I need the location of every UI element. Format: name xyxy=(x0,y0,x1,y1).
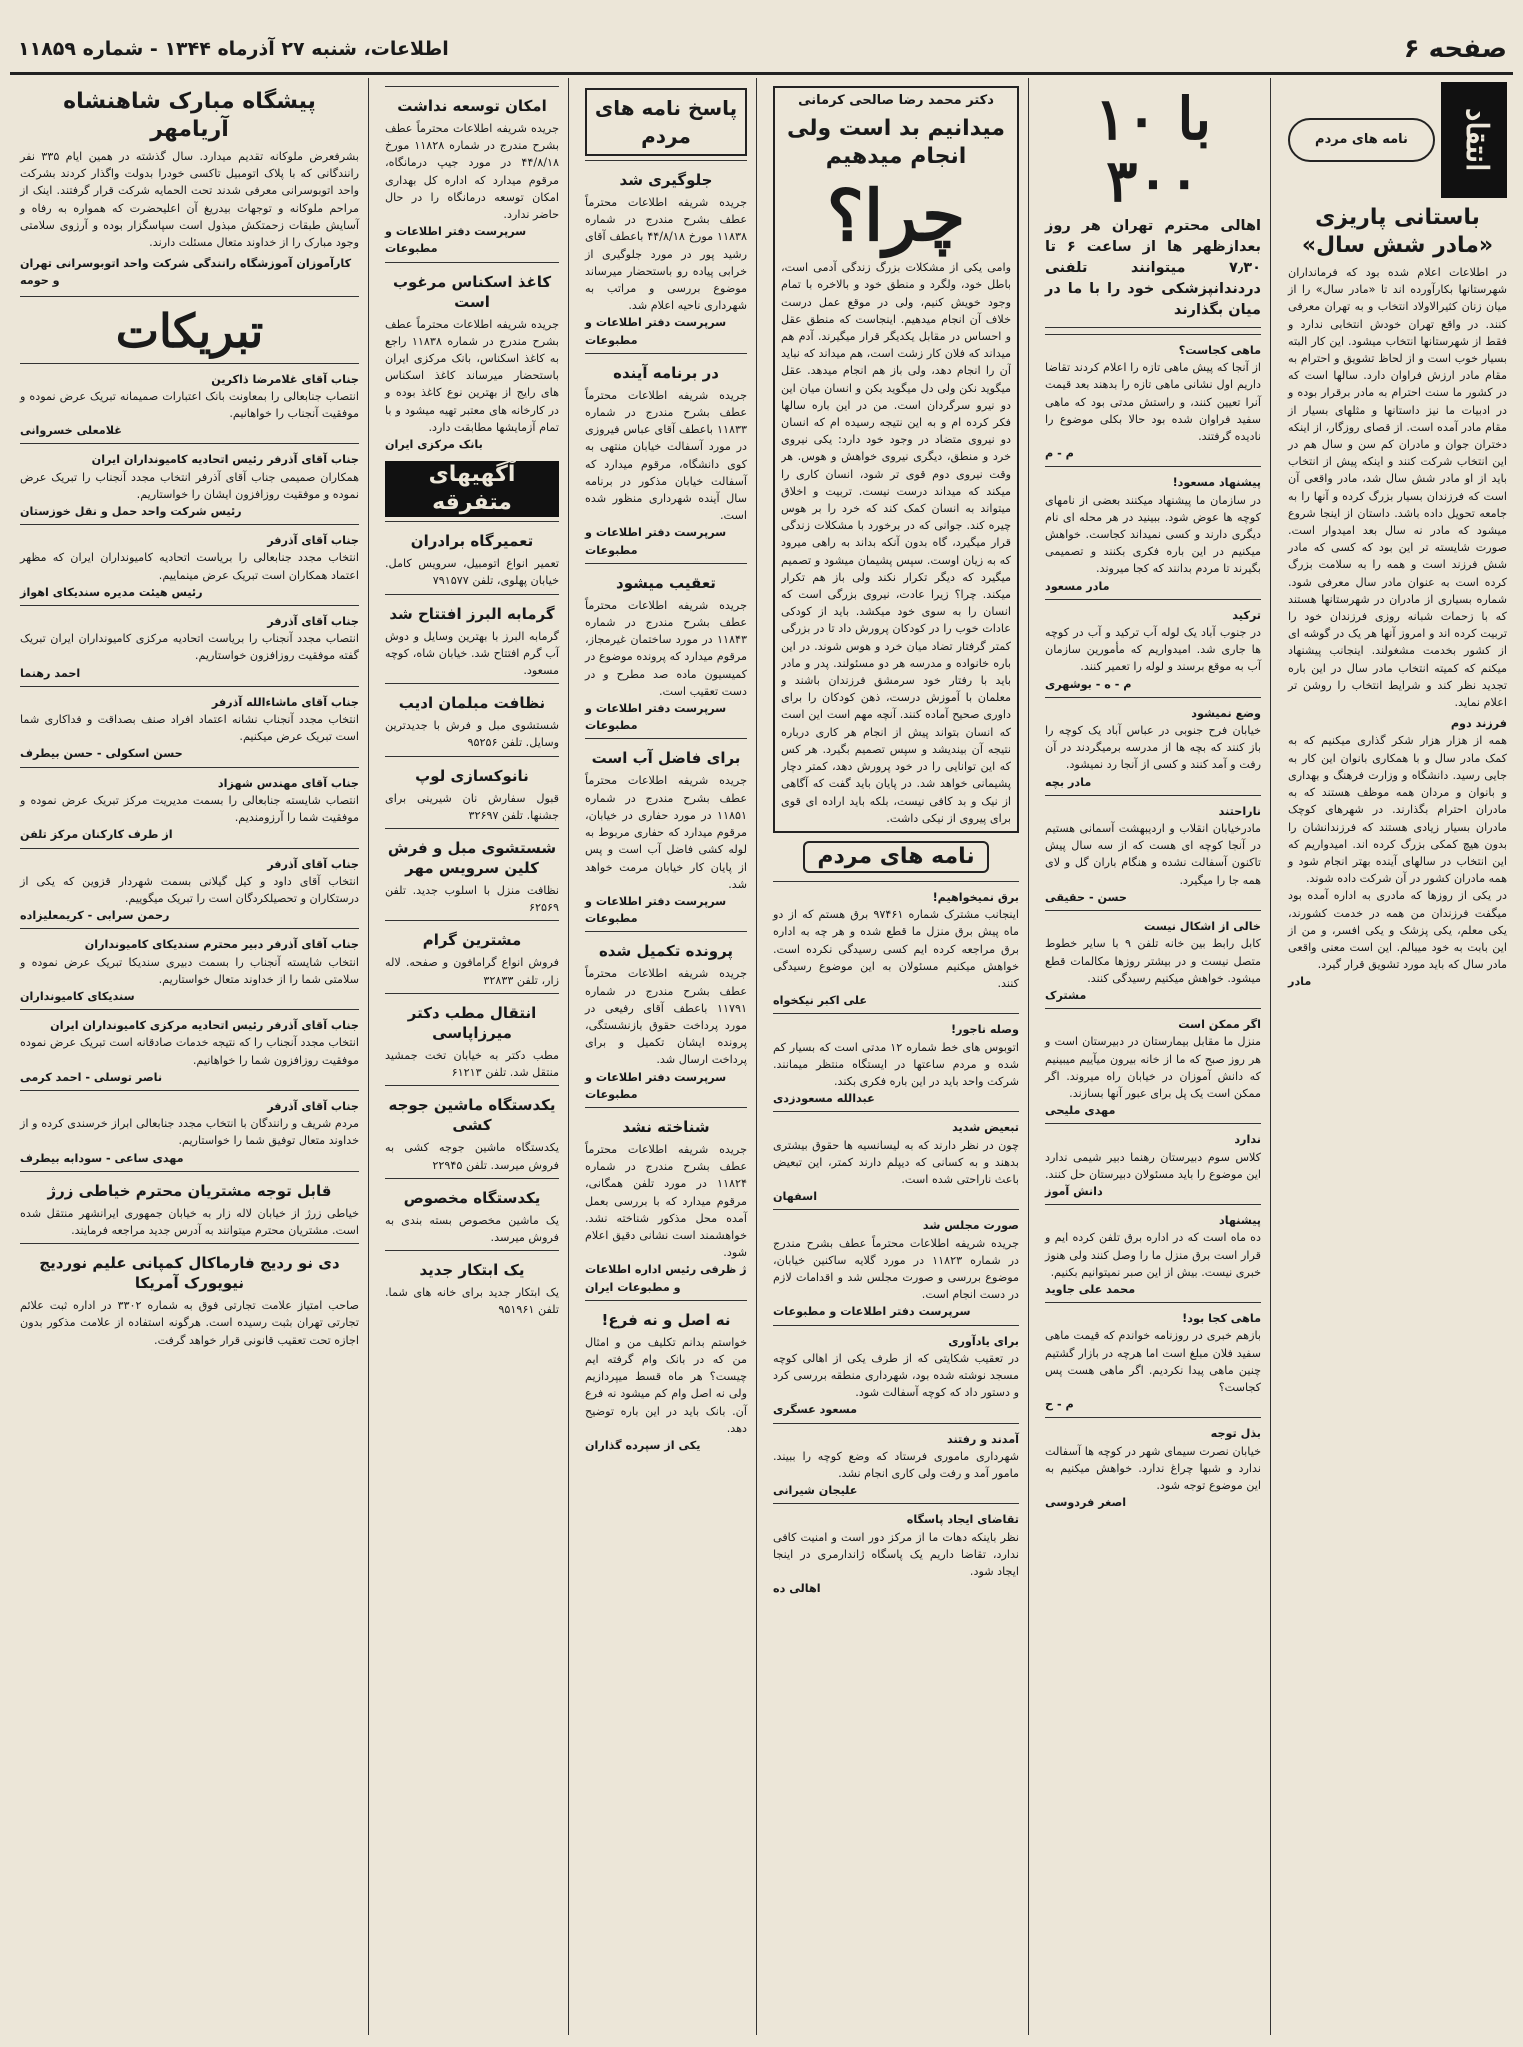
item-title: بذل توجه xyxy=(1210,1427,1261,1441)
congratulation-item xyxy=(20,928,359,1005)
item-text: مطب دکتر به خیابان تخت جمشید منتقل شد. تلفن ۶۱۲۱۳ xyxy=(385,1048,559,1080)
item-text: یکدستگاه ماشین جوجه کشی به فروش میرسد. تلفن ۲۲۹۴۵ xyxy=(385,1141,559,1172)
complaint-item xyxy=(1045,795,1261,906)
item-text: جریده شریفه اطلاعات محترماً عطف بشرح مندرج در شماره ۱۱۸۳۳ باعطف آقای عباس فیروزی در مورد آسفالت خیابان منتهی به کوی دانشگاه، مرقوم میدارد که آسفالت خیابان مذکور در برنامه سال آینده شهرداری منظور شده است. xyxy=(585,388,747,523)
classified-ad xyxy=(385,756,559,824)
item-signature: ناصر توسلی - احمد کرمی xyxy=(20,1070,163,1084)
item-signature: سرپرست دفتر اطلاعات و مطبوعات xyxy=(585,1070,727,1101)
reply-item xyxy=(385,86,559,258)
item-title: صورت مجلس شد xyxy=(922,1219,1019,1233)
item-signature: م - ح xyxy=(1045,1398,1074,1412)
item-signature: از طرف کارکنان مرکز تلفن xyxy=(20,828,173,842)
item-signature: م - ه - بوشهری xyxy=(1045,677,1132,691)
item-title: جناب آقای آذرفر رئیس اتحادیه کامیونداران ایران xyxy=(91,453,359,467)
page-number: صفحه ۶ xyxy=(1403,34,1507,64)
item-text: انتصاب شایسته جنابعالی را بسمت مدیریت مرکز تبریک عرض نموده و موفقیت شما را آرزومندیم. xyxy=(20,793,359,825)
item-signature: بانک مرکزی ایران xyxy=(385,438,483,452)
item-signature: مشترک xyxy=(1045,988,1087,1002)
complaint-item xyxy=(1045,1417,1261,1511)
item-text: جریده شریفه اطلاعات محترماً عطف بشرح مندرج در شماره ۱۱۸۴۳ در مورد ساختمان غیرمجاز، مرقوم میدارد که پرونده موضوع در کمیسیون ماده صد مطرح و در دست تعقیب است. xyxy=(585,598,747,698)
issue-info: اطلاعات، شنبه ۲۷ آذرماه ۱۳۴۴ - شماره ۱۱۸۵۹ xyxy=(18,38,449,60)
reply-item xyxy=(585,563,747,735)
article-headline: میدانیم بد است ولی انجام میدهیم xyxy=(787,116,1005,170)
item-title: برق نمیخواهیم! xyxy=(932,890,1019,904)
item-title: جناب آقای آذرفر xyxy=(267,1099,359,1113)
item-signature: اهالی ده xyxy=(773,1582,821,1596)
complaint-item xyxy=(1045,1204,1261,1298)
item-title: ماهی کجاست؟ xyxy=(1178,344,1261,357)
item-text: انتخاب آقای داود و کیل گیلانی بسمت شهردار قزوین که یکی از درستکاران و تحصیلکردگان است را تبریک میگوییم. xyxy=(20,874,359,905)
letter-item xyxy=(773,1325,1019,1419)
item-text: یک ابتکار جدید برای خانه های شما. تلفن ۹۵۱۹۶۱ xyxy=(385,1286,559,1317)
phone-subhead: اهالی محترم تهران هر روز بعدازظهر ها از ساعت ۶ تا ۷٫۳۰ میتوانند تلفنی دردندانپزشکی خود را با ما در میان بگذارند xyxy=(1045,218,1261,318)
item-signature: سرپرست دفتر اطلاعات و مطبوعات xyxy=(585,894,727,926)
letter-item xyxy=(773,881,1019,1009)
congratulation-item xyxy=(20,524,359,601)
classified-list xyxy=(385,521,559,1318)
classified-ad xyxy=(385,1250,559,1318)
article-body: وامی یکی از مشکلات بزرگ زندگی آدمی است، باطل خود، ولگرد و منطق خود و بالاخره با تمام وجود خویش کنیم، ولی در موقع عمل درست خلاف آن انجام میدهیم. اینجاست که منطق عقل و احساس در مقابل یکدیگر قرار میگیرند. آدم هم میداند که فلان کار زشت است، هم میداند که نباید آن را انجام دهد، ولی باز هم انجام میدهد. عقل میگوید نکن ولی دل میگوید بکن و انسان میان این دو نیرو سرگردان است. من در این باره سالها فکر کرده ام و به این نتیجه رسیده ام که انسان دو نیروی متضاد در وجود خود دارد: یکی نیروی خرد و منطق، دیگری نیروی خواهش و هوس. هر وقت نیروی دوم قوی تر شود، انسان کاری را میکند که میداند درست نیست. تربیت و اخلاق میتواند به انسان کمک کند که خرد را بر هوس چیره کند. جوانی که در برخورد با مشکلات زندگی قرار میگیرد، گاه بدون آنکه بداند به راهی میرود که به زیان اوست. سپس پشیمان میشود و تصمیم میگیرد که دیگر تکرار نکند ولی باز هم تکرار میکند. چرا؟ زیرا عادت، نیروی بزرگی است که انسان را به سوی خود میکشد. باید از کودکی عادات خوب را در کودکان پرورش داد تا در بزرگی کمتر گرفتار تضاد میان خرد و هوس شوند. در این باره خانواده و مدرسه هر دو مسئولند. پدر و مادر باید با رفتار خود سرمشق فرزندان باشند و معلمان با آموزش درست، ذهن کودکان را برای داوری صحیح آماده کنند. آنچه مهم است این است که انسان بتواند پیش از انجام هر کاری درباره نتیجه آن بیندیشد و سپس تصمیم بگیرد. هر کس که این توانایی را در خود پرورش دهد، کمتر دچار پشیمانی خواهد شد. در پایان باید گفت که آگاهی از نیک و بد کافی نیست، بلکه باید اراده ای قوی برای پیروی از نیکی داشت. xyxy=(781,261,1011,825)
item-text: شستشوی مبل و فرش با جدیدترین وسایل. تلفن ۹۵۲۵۶ xyxy=(385,719,559,750)
divider xyxy=(20,296,359,297)
trademark-title: دی نو ردیج فارماکال کمپانی علیم نوردیج نیویورک آمریکا xyxy=(39,1254,340,1293)
item-title: یکدستگاه مخصوص xyxy=(403,1188,541,1207)
item-signature: رحمن سرابی - کریمعلیزاده xyxy=(20,909,170,923)
item-title: نه اصل و نه فرع! xyxy=(601,1310,731,1329)
item-text: بازهم خبری در روزنامه خواندم که قیمت ماهی سفید فلان مبلغ است اما هرچه در بازار گشتیم چنین ماهی پیدا نکردیم. اگر ماهی هست پس کجاست؟ xyxy=(1045,1329,1261,1394)
enteghad-logo: انتقاد xyxy=(1441,82,1507,198)
congratulation-item xyxy=(20,1090,359,1167)
item-text: چون در نظر دارند که به لیسانسیه ها حقوق بیشتری بدهند و به کسانی که دیپلم دارند کمتر، این تبعیض باعث ناراحتی شده است. xyxy=(773,1138,1019,1186)
item-signature: محمد علی جاوید xyxy=(1045,1282,1136,1296)
replies-list xyxy=(585,160,747,1454)
item-signature: ژ ظرفی رئیس اداره اطلاعات و مطبوعات ایران xyxy=(585,1263,747,1294)
item-text: انتخاب شایسته آنجناب را بسمت دبیری سندیکا تبریک عرض نموده و سلامتی شما را از خداوند متعال خواستاریم. xyxy=(20,955,359,986)
classified-ad xyxy=(385,1085,559,1173)
item-signature: دانش آموز xyxy=(1045,1184,1103,1198)
item-title: اگر ممکن است xyxy=(1178,1018,1261,1032)
item-signature: سرپرست دفتر اطلاعات و مطبوعات xyxy=(585,316,727,347)
column-2 xyxy=(1037,78,1269,2037)
item-signature: اسفهان xyxy=(773,1190,818,1204)
notice-body: خیاطی زرژ از خیابان لاله زار به خیابان جمهوری ایرانشهر منتقل شده است. مشتریان محترم میتوانند به آدرس جدید مراجعه فرمایند. xyxy=(20,1206,359,1237)
classified-heading: آگهیهای متفرقه xyxy=(385,461,559,517)
item-title: انتقال مطب دکتر میرزاپاسی xyxy=(407,1003,537,1042)
notice-title: قابل توجه مشتریان محترم خیاطی زرژ xyxy=(47,1181,332,1200)
item-title: در برنامه آینده xyxy=(613,363,719,382)
item-title: نانوکسازی لوپ xyxy=(415,766,529,785)
item-signature: یکی از سپرده گذاران xyxy=(585,1438,701,1452)
item-text: جریده شریفه اطلاعات محترماً عطف بشرح مندرج در شماره ۱۱۸۳۸ راجع به کاغذ اسکناس، بانک مرکزی ایران باستحضار میرساند کاغذ اسکناس های رایج از بهترین نوع کاغذ بوده و در کارخانه های معتبر تهیه میشود و با تمام آزمایشها مطابقت دارد. xyxy=(385,317,559,434)
item-signature: سندیکای کامیونداران xyxy=(20,989,135,1003)
royal-headline: پیشگاه مبارک شاهنشاه آریامهر xyxy=(63,89,316,142)
classified-ad xyxy=(385,683,559,751)
item-text: شهرداری ماموری فرستاد که وضع کوچه را ببیند. مامور آمد و رفت ولی کاری انجام نشد. xyxy=(773,1449,1019,1480)
item-title: جناب آقای آذرفر xyxy=(267,534,359,548)
item-text: تعمیر انواع اتومبیل، سرویس کامل. خیابان پهلوی، تلفن ۷۹۱۵۷۷ xyxy=(385,557,559,588)
complaint-list xyxy=(1045,334,1261,1511)
item-text: کابل رابط بین خانه تلفن ۹ با سایر خطوط متصل نیست و در بیشتر روزها مکالمات قطع میشود. خواهش میکنیم رسیدگی کنند. xyxy=(1045,937,1261,985)
item-signature: مادر بچه xyxy=(1045,775,1092,789)
column-1 xyxy=(1280,78,1515,2037)
item-signature: سرپرست دفتر اطلاعات و مطبوعات xyxy=(385,225,527,256)
classified-ad xyxy=(385,521,559,589)
item-signature: علی اکبر نیکخواه xyxy=(773,994,867,1008)
column-3 xyxy=(765,78,1027,2037)
classified-ad xyxy=(385,828,559,916)
column-divider xyxy=(568,78,569,2035)
column-divider xyxy=(1028,78,1029,2035)
item-text: جریده شریفه اطلاعات محترماً عطف بشرح مندرج در شماره ۱۱۸۲۳ در مورد گلایه ساکنین خیابان، موضوع بررسی و صورت مجلس شد و اقدامات لازم در دست انجام است. xyxy=(773,1236,1019,1302)
item-text: از آنجا که پیش ماهی تازه را اعلام کردند تقاضا داریم اول نشانی ماهی تازه را بدهند بعد قیمت آنرا تعیین کنند، و راستش مدتی بود که ماهی سفید فراوان شده بود حالا بکلی موضوع را نادیده گرفتند. xyxy=(1045,361,1261,444)
item-text: خیابان فرح جنوبی در عباس آباد یک کوچه را باز کنند که بچه ها از مدرسه برمیگردند در آن رفت و آمد کنند و کسی از آنجا رد نمیشود. xyxy=(1045,724,1261,772)
item-text: مادرخیابان انقلاب و اردیبهشت آسمانی هستیم در آنجا کوچه ای هست که از سه سال پیش تاکنون آسفالت نشده و هنگام باران گل و لای همه جا را میگیرد. xyxy=(1045,822,1261,887)
classified-ad xyxy=(385,920,559,988)
item-title: امکان توسعه نداشت xyxy=(397,97,547,115)
item-title: جناب آقای آذرفر رئیس اتحادیه مرکزی کامیونداران ایران xyxy=(50,1019,359,1033)
item-text: خیابان نصرت سیمای شهر در کوچه ها آسفالت ندارد و شبها چراغ ندارد. خواهش میکنیم به این موضوع توجه شود. xyxy=(1045,1444,1261,1492)
item-text: گرمابه البرز با بهترین وسایل و دوش آب گرم افتتاح شد. خیابان شاه، کوچه مسعود. xyxy=(385,629,559,678)
complaint-item xyxy=(1045,697,1261,791)
item-signature: مهدی ملیحی xyxy=(1045,1104,1116,1118)
reply-item xyxy=(585,931,747,1103)
item-signature: سرپرست دفتر اطلاعات و مطبوعات xyxy=(585,526,727,557)
item-title: گرمابه البرز افتتاح شد xyxy=(389,604,555,623)
item-title: جناب آقای آذرفر xyxy=(267,857,359,871)
royal-body: بشرفعرض ملوکانه تقدیم میدارد. سال گذشته در همین ایام ۳۳۵ نفر رانندگانی که با پلاک اتومبیل تاکسی خودرا بدولت واگذار کردند بشرکت واحد اتوبوسرانی معرفی شدند تحت الحمایه شرکت قرار گرفتند. اینک از مراحم ملوکانه و توجهات بیدریغ آن اعلیحضرت که همواره به رفاه و آسایش طبقات زحمتکش مبذول است سپاسگزار بوده و آرزوی سلامتی وجود مبارک را از خداوند متعال مسئلت دارند. xyxy=(20,150,359,250)
item-title: جناب آقای مهندس شهزاد xyxy=(217,776,359,790)
item-signature: حسن اسکولی - حسن بیطرف xyxy=(20,747,183,761)
item-title: وضع نمیشود xyxy=(1191,706,1261,720)
complaint-item xyxy=(1045,599,1261,693)
congratulation-item xyxy=(20,686,359,763)
item-signature: اصغر فردوسی xyxy=(1045,1496,1127,1510)
item-text: کلاس سوم دبیرستان رهنما دبیر شیمی ندارد این موضوع را باید مسئولان دبیرستان حل کنند. xyxy=(1044,1150,1261,1181)
letter-item xyxy=(773,1209,1019,1320)
article-body-2: همه از هزار هزار شکر گذاری میکنیم که به کمک مادر سال و با همکاری بانوان این کار به جایی رسید. دانشگاه و وزارت فرهنگ و بهداری و بانوان و مردان همه موظف هستند که به مادران احترام بگذارند. در شهرهای کوچک مادران بسیار زیادی هستند که فرزندانشان را بدون هیچ کمکی بزرگ کرده اند. امیدواریم که این انتخاب در سالهای آینده بهتر انجام شود و همه مادران کشور در آن شرکت داده شوند. xyxy=(1288,734,1507,886)
article-signature: مادر xyxy=(1288,975,1312,989)
item-text: انتخاب مجدد آنجناب نشانه اعتماد افراد صنف بصداقت و فداکاری شما است تبریک عرض میکنیم. xyxy=(20,713,359,744)
item-title: ناراحتند xyxy=(1218,804,1261,818)
reply-item xyxy=(585,353,747,559)
congratulation-item xyxy=(20,363,359,440)
item-text: جریده شریفه اطلاعات محترماً عطف بشرح مندرج در شماره ۱۱۸۲۴ در مورد تلفن همگانی، مرقوم میدارد که با بررسی بعمل آمده محل مذکور شناخته نشد. خواهشمند است نشانی دقیق اعلام شود. xyxy=(585,1142,747,1260)
item-title: شستشوی مبل و فرش کلین سرویس مهر xyxy=(387,839,557,878)
item-text: منزل ما مقابل بیمارستان در دبیرستان است و هر روز صبح که ما از خانه بیرون میآییم میبینیم که دانش آموزان در خیابان راه میروند. اگر ممکن است یک پل برای عبور آنها بسازند. xyxy=(1045,1035,1261,1100)
item-text: انتخاب مجدد آنجناب را که نتیجه خدمات صادقانه است تبریک عرض نموده موفقیت روزافزون شما را خواهانیم. xyxy=(20,1036,359,1067)
item-text: در جنوب آباد یک لوله آب ترکید و آب در کوچه ها جاری شد. امیدواریم که مأمورین سازمان آب به موقع برسند و لوله را تعمیر کنند. xyxy=(1045,626,1261,674)
complaint-item xyxy=(1045,1302,1261,1413)
item-title: تقاضای ایجاد پاسگاه xyxy=(906,1513,1019,1527)
item-signature: رئیس هیئت مدیره سندیکای اهواز xyxy=(20,585,203,599)
item-title: تعمیرگاه برادران xyxy=(410,532,534,551)
item-signature: رئیس شرکت واحد حمل و نقل خوزستان xyxy=(20,505,242,519)
item-signature: مسعود عسگری xyxy=(773,1403,858,1417)
classified-ad xyxy=(385,594,559,680)
reply-item xyxy=(585,1107,747,1296)
item-text: در تعقیب شکایتی که از طرف یکی از اهالی کوچه مسجد نوشته شده بود، شهرداری منطقه بررسی کرد و دستور داد که کوچه آسفالت شود. xyxy=(773,1351,1019,1400)
item-title: ماهی کجا بود! xyxy=(1182,1312,1261,1326)
complaint-item xyxy=(1045,334,1261,462)
item-title: جلوگیری شد xyxy=(619,171,713,189)
item-text: جریده شریفه اطلاعات محترماً عطف بشرح مندرج در شماره ۱۱۸۳۸ مورخ ۴۴/۸/۱۸ باعطف آقای رشید پور در مورد جلوگیری از خرابی پیاده رو باستحضار میرساند موضوع بررسی و مراتب به شهرداری ناحیه اعلام شد. xyxy=(585,196,747,313)
reply-item xyxy=(585,160,747,349)
item-title: مشترین گرام xyxy=(422,931,522,950)
item-title: تبعیض شدید xyxy=(952,1121,1019,1135)
item-signature: علیجان شیرانی xyxy=(773,1484,858,1498)
item-text: نظافت منزل با اسلوب جدید. تلفن ۶۲۵۶۹ xyxy=(385,884,559,915)
item-title: برای فاضل آب است xyxy=(591,749,741,768)
classified-ad xyxy=(385,1178,559,1246)
item-title: تعقیب میشود xyxy=(616,573,716,592)
item-text: در سازمان ما پیشنهاد میکنند بعضی از نامهای کوچه ها عوض شود. ببینید در هر محله ای نام دیگری دارند و کسی نمیداند کجاست. خواهش میکنیم در این باره فکری بکنند و تصمیمی بگیرند تا مردم بدانند که کجا میروند. xyxy=(1045,493,1261,576)
masthead xyxy=(10,30,1513,75)
item-signature: سرپرست دفتر اطلاعات و مطبوعات xyxy=(773,1305,971,1319)
item-text: اینجانب مشترک شماره ۹۷۴۶۱ برق هستم که از دو ماه پیش برق منزل ما قطع شده و هر چه به اداره برق مراجعه کرده ایم کسی رسیدگی نکرده است. خواهش میکنیم مسئولان به این موضوع رسیدگی کنند. xyxy=(773,908,1020,990)
item-title: جناب آقای ماشاءالله آذرفر xyxy=(211,695,359,709)
column-5 xyxy=(377,78,567,2037)
item-signature: مهدی ساعی - سودابه بیطرف xyxy=(20,1151,184,1165)
column-headline: باستانی پاریزی «مادر شش سال» xyxy=(1301,205,1494,258)
letter-item xyxy=(773,1503,1019,1597)
feature-article-box xyxy=(773,86,1019,833)
letter-item xyxy=(773,1423,1019,1500)
item-text: ده ماه است که در اداره برق تلفن کرده ایم و قرار است برق منزل ما را وصل کنند ولی هنوز خبری نیست. بیش از این صبر نمیتوانیم بکنیم. xyxy=(1045,1231,1261,1279)
classified-ad xyxy=(385,993,559,1081)
reply-item xyxy=(585,738,747,927)
item-text: نظر باینکه دهات ما از مرکز دور است و امنیت کافی ندارد، تقاضا داریم یک پاسگاه ژاندارمری در اینجا ایجاد شود. xyxy=(773,1530,1019,1579)
item-signature: احمد رهنما xyxy=(20,666,81,680)
congratulation-item xyxy=(20,848,359,925)
item-title: آمدند و رفتند xyxy=(947,1432,1019,1446)
item-title: خالی از اشکال نیست xyxy=(1144,920,1261,934)
item-text: انتصاب مجدد آنجناب را بریاست اتحادیه مرکزی کامیونداران ایران تبریک گفته موفقیت روزافزون خواستاریم. xyxy=(20,632,359,663)
item-text: خواستم بدانم تکلیف من و امثال من که در بانک وام گرفته ایم چیست؟ هر ماه قسط میپردازیم ولی نه اصل وام کم میشود نه فرع آن. بانک باید در این باره توضیح دهد. xyxy=(585,1335,747,1435)
divider xyxy=(1045,327,1261,328)
column-divider xyxy=(756,78,757,2035)
article-body: در اطلاعات اعلام شده بود که فرمانداران شهرستانها بکارآورده اند تا «مادر سال» را از میان زنان کثیرالاولاد انتخاب و به تهران معرفی کنند. در واقع تهران خودش انتخابی ندارد و فقط از شهرستانها انتخاب میشود. این کار البته بسیار خوب است و از لحاظ تشویق و احترام به مقام مادر ارزش فراوان دارد. سالها است که در کشور ما سنت احترام به مادر برقرار بوده و در ادبیات ما نیز داستانها و مثلهای بسیار از مقام مادر آمده است. از قصای روزگار، از اینکه دختران جوان و مادران کم سن و سال هم در این انتخاب شرکت کنند و اینکه پیش از انتخاب باید از او مادر شش سال شد، مادر واقعی آن است که فرزندان بسیار بزرگ کرده و آنها را به جامعه تحویل داده باشد. داستان از اینجا شروع میشود که مادر نه سال بعد امیدوار است. صورت شایسته تر این بود که کسی که مادر شش فرزند است و همه را به سلامت بزرگ کرده است به عنوان مادر سال معرفی شود. شماره بسیاری از مادران در شهرستانها هستند که با زحمات شبانه روزی فرزندان خود را تربیت کرده اند و امروز آنها هر یک در گوشه ای از کشور بخدمت مشغولند. اینجانب پیشنهاد میکنم که کمیته انتخاب مادر سال در این باره تجدید نظر کند و شرایط انتخاب را روشن تر اعلام نماید. xyxy=(1288,266,1507,710)
item-title: پیشنهاد xyxy=(1218,1214,1261,1228)
complaint-item xyxy=(1045,910,1261,1004)
column-6 xyxy=(12,78,367,2037)
column-divider xyxy=(1270,78,1271,2035)
trademark-body: صاحب امتیاز علامت تجارتی فوق به شماره ۳۳۰۲ در اداره ثبت علائم تجارتی تهران بثبت رسیده است. هرگونه استفاده از علامت مذکور بدون اجازه تحت تعقیب قانونی قرار خواهد گرفت. xyxy=(20,1299,359,1347)
congratulation-item xyxy=(20,1009,359,1086)
item-text: یک ماشین مخصوص بسته بندی به فروش میرسد. xyxy=(385,1213,559,1244)
letter-item xyxy=(773,1013,1019,1107)
item-signature: حسن - حقیقی xyxy=(1045,890,1127,904)
royal-signature: کارآموزان آموزشگاه رانندگی شرکت واحد اتوبوسرانی تهران و حومه xyxy=(20,257,352,288)
letters-section-logo: نامه های مردم xyxy=(803,841,989,873)
section-title: فرزند دوم xyxy=(1450,717,1507,731)
item-signature: م - م xyxy=(1045,447,1074,461)
replies-logo: پاسخ نامه های مردم xyxy=(585,88,747,156)
item-title: وصله ناجور! xyxy=(950,1023,1019,1037)
item-text: اتوبوس های خط شماره ۱۲ مدتی است که بسیار کم شده و مردم ساعتها در ایستگاه منتظر میمانند. شرکت واحد باید در این باره فکری بکند. xyxy=(773,1040,1019,1088)
item-text: فروش انواع گرامافون و صفحه. لاله زار، تلفن ۳۲۸۳۳ xyxy=(385,956,559,987)
item-signature: سرپرست دفتر اطلاعات و مطبوعات xyxy=(585,702,727,733)
letters-stamp: نامه های مردم xyxy=(1288,118,1435,162)
item-title: کاغذ اسکناس مرغوب است xyxy=(392,272,552,311)
item-title: جناب آقای غلامرضا ذاکرین xyxy=(211,372,359,386)
item-title: پرونده تکمیل شده xyxy=(598,942,734,961)
item-text: انتخاب مجدد جنابعالی را بریاست اتحادیه کامیونداران ایران که مظهر اعتماد همکاران است تبریک عرض مینماییم. xyxy=(20,551,359,582)
item-title: ترکید xyxy=(1232,608,1261,622)
tailor-notice xyxy=(20,1171,359,1239)
article-body-3: در یکی از روزها که مادری به اداره آمده بود میگفت فرزندان من همه در خدمت کشورند، یکی معلم، یکی پزشک و یکی افسر، و من از این بابت به خود میبالم. این است معنی واقعی مادر سال که باید مورد تشویق قرار گیرد. xyxy=(1288,889,1507,972)
item-title: جناب آقای آذرفر دبیر محترم سندیکای کامیونداران xyxy=(84,938,359,952)
item-title: یک ابتکار جدید xyxy=(419,1261,525,1280)
item-text: جریده شریفه اطلاعات محترماً عطف بشرح مندرج در شماره ۱۱۷۹۱ باعطف آقای رفیعی در مورد پرداخت حقوق بازنشستگی، پرونده ایشان تکمیل و برای پرداخت ارسال شد. xyxy=(585,967,747,1067)
item-title: پیشنهاد مسعود! xyxy=(1172,476,1261,490)
item-signature: مادر مسعود xyxy=(1045,579,1110,593)
complaint-item xyxy=(1045,1123,1261,1200)
item-title: برای یادآوری xyxy=(948,1334,1019,1348)
congratulation-item xyxy=(20,605,359,682)
reply-item xyxy=(385,262,559,454)
item-title: یکدستگاه ماشین جوجه کشی xyxy=(388,1096,556,1135)
complaint-item xyxy=(1045,1008,1261,1119)
letters-list xyxy=(773,881,1019,1598)
article-byline: دکتر محمد رضا صالحی کرمانی xyxy=(798,93,994,108)
phone-headline: با ۱۰ ۳۰۰ xyxy=(1094,85,1212,215)
congratulations-list xyxy=(20,363,359,1167)
letter-item xyxy=(773,1111,1019,1205)
column-divider xyxy=(368,78,369,2035)
congratulation-item xyxy=(20,443,359,520)
item-title: شناخته نشد xyxy=(622,1117,710,1136)
item-signature: غلامعلی خسروانی xyxy=(20,424,122,438)
item-title: نظافت مبلمان ادیب xyxy=(398,694,546,713)
reply-item xyxy=(585,1300,747,1454)
congratulations-heading: تبریکات xyxy=(115,303,264,358)
item-text: قبول سفارش نان شیرینی برای جشنها. تلفن ۳۲۶۹۷ xyxy=(385,791,559,822)
item-text: همکاران صمیمی جناب آقای آذرفر انتخاب مجدد آنجناب را تبریک عرض نموده و موفقیت روزافزون ایشان را خواستاریم. xyxy=(20,470,359,501)
trademark-notice xyxy=(20,1243,359,1349)
item-text: مردم شریف و رانندگان با انتخاب مجدد جنابعالی ابراز خرسندی کرده و از خداوند متعال توفیق شما را خواستاریم. xyxy=(20,1117,359,1148)
article-big-word: چرا؟ xyxy=(826,174,966,258)
column-4 xyxy=(577,78,755,2037)
item-text: جریده شریفه اطلاعات محترماً عطف بشرح مندرج در شماره ۱۱۸۵۱ در مورد حفاری در خیابان، مرقوم میدارد که حفاری مربوط به لوله کشی فاضل آب است و پس از پایان کار خیابان مرمت خواهد شد. xyxy=(585,774,747,891)
congratulation-item xyxy=(20,767,359,844)
item-signature: عبدالله مسعودزدی xyxy=(773,1092,875,1106)
item-title: ندارد xyxy=(1234,1133,1261,1147)
complaint-item xyxy=(1045,466,1261,594)
item-text: جریده شریفه اطلاعات محترماً عطف بشرح مندرج در شماره ۱۱۸۲۸ مورخ ۴۴/۸/۱۸ در مورد جیپ درمانگاه، مرقوم میدارد که اداره کل بهداری امکان توسعه درمانگاه را در حال حاضر ندارد. xyxy=(385,122,560,222)
replies-list-2 xyxy=(385,86,559,453)
item-text: انتصاب جنابعالی را بمعاونت بانک اعتبارات صمیمانه تبریک عرض نموده و موفقیت آنجناب را خواهانیم. xyxy=(20,389,359,421)
item-title: جناب آقای آذرفر xyxy=(267,615,359,629)
